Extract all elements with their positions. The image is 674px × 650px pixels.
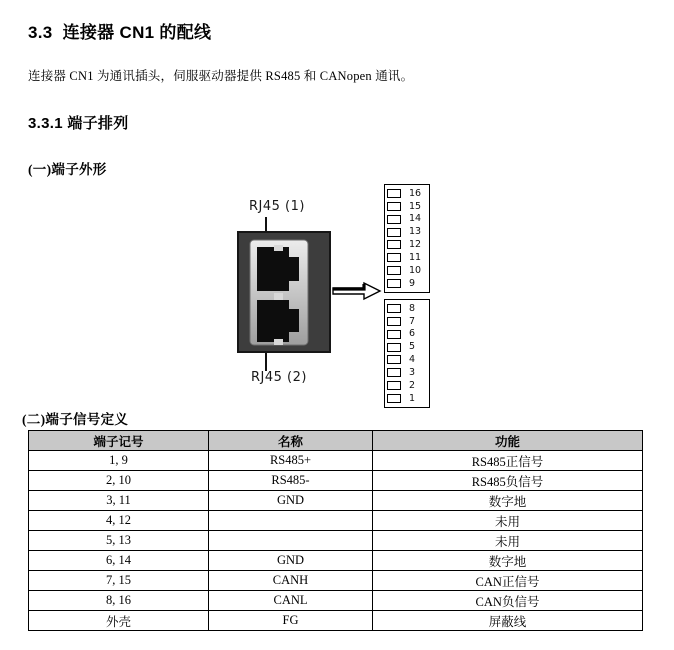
table-row (29, 471, 643, 491)
pin-number: 1 (409, 392, 416, 404)
pin-row (385, 251, 429, 264)
pin-number: 8 (409, 302, 416, 314)
pin-row (385, 328, 429, 341)
cell-name: GND (209, 491, 373, 511)
pin-box-icon (387, 215, 401, 224)
rj45-2-leader-line (265, 353, 267, 371)
pin-box-icon (387, 394, 401, 403)
cell-terminal: 5, 13 (29, 531, 209, 551)
cell-function: 未用 (373, 511, 643, 531)
pin-box-icon (387, 228, 401, 237)
pin-row (385, 264, 429, 277)
pin-number: 5 (409, 341, 416, 353)
section-title: 3.3 连接器 CN1 的配线 (28, 23, 212, 42)
rj45-connector-illustration (237, 231, 331, 353)
cell-terminal: 3, 11 (29, 491, 209, 511)
pin-box-icon (387, 343, 401, 352)
pin-box-icon (387, 317, 401, 326)
pin-row (385, 302, 429, 315)
pin-box-icon (387, 368, 401, 377)
pin-row (385, 366, 429, 379)
intro-paragraph: 连接器 CN1 为通讯插头，伺服驱动器提供 RS485 和 CANopen 通讯。 (28, 69, 414, 83)
cell-terminal: 6, 14 (29, 551, 209, 571)
cell-name (209, 531, 373, 551)
pin-box-icon (387, 381, 401, 390)
table-row (29, 451, 643, 471)
pin-box-icon (387, 253, 401, 262)
table-row (29, 611, 643, 631)
pin-number: 16 (409, 187, 422, 199)
cell-function: CAN负信号 (373, 591, 643, 611)
pin-number: 2 (409, 379, 416, 391)
cell-terminal: 2, 10 (29, 471, 209, 491)
pin-row (385, 341, 429, 354)
header-terminal-mark: 端子记号 (29, 431, 209, 451)
pin-box-icon (387, 240, 401, 249)
pin-row (385, 226, 429, 239)
cell-function: RS485负信号 (373, 471, 643, 491)
pin-row (385, 187, 429, 200)
pin-row (385, 379, 429, 392)
pin-row (385, 239, 429, 252)
cell-name: RS485- (209, 471, 373, 491)
cell-function: 未用 (373, 531, 643, 551)
pin-number: 4 (409, 354, 416, 366)
subsection-title: 3.3.1 端子排列 (28, 115, 129, 132)
pin-number: 6 (409, 328, 416, 340)
pin-row (385, 392, 429, 405)
signal-definition-label: (二)端子信号定义 (22, 412, 129, 427)
pin-row (385, 315, 429, 328)
cell-function: 数字地 (373, 551, 643, 571)
cell-function: 数字地 (373, 491, 643, 511)
terminal-shape-label: (一)端子外形 (28, 162, 107, 177)
pin-number: 11 (409, 252, 422, 264)
cell-name: RS485+ (209, 451, 373, 471)
pin-box-icon (387, 279, 401, 288)
pin-box-icon (387, 189, 401, 198)
header-function: 功能 (373, 431, 643, 451)
cell-terminal: 1, 9 (29, 451, 209, 471)
right-block-arrow-icon (331, 280, 383, 302)
pin-row (385, 200, 429, 213)
pin-row (385, 213, 429, 226)
cell-function: 屏蔽线 (373, 611, 643, 631)
pin-box-icon (387, 304, 401, 313)
cell-terminal: 4, 12 (29, 511, 209, 531)
pin-box-icon (387, 202, 401, 211)
cell-function: RS485正信号 (373, 451, 643, 471)
pin-box-icon (387, 355, 401, 364)
cell-function: CAN正信号 (373, 571, 643, 591)
cell-terminal: 8, 16 (29, 591, 209, 611)
cell-terminal: 外壳 (29, 611, 209, 631)
cell-name: CANL (209, 591, 373, 611)
pin-number: 14 (409, 213, 422, 225)
table-row (29, 551, 643, 571)
pin-number: 12 (409, 239, 422, 251)
table-row (29, 571, 643, 591)
signal-definition-table (28, 430, 643, 631)
table-header-row (29, 431, 643, 451)
cell-name: FG (209, 611, 373, 631)
pin-number: 9 (409, 277, 416, 289)
pin-number: 13 (409, 226, 422, 238)
pin-row (385, 277, 429, 290)
table-row (29, 531, 643, 551)
table-row (29, 511, 643, 531)
pin-number: 7 (409, 315, 416, 327)
pin-number: 15 (409, 200, 422, 212)
pin-block-1-8 (384, 299, 430, 408)
cell-terminal: 7, 15 (29, 571, 209, 591)
pin-block-9-16 (384, 184, 430, 293)
rj45-2-label: RJ45 (2) (251, 370, 307, 385)
header-name: 名称 (209, 431, 373, 451)
pin-number: 3 (409, 367, 416, 379)
table-row (29, 491, 643, 511)
cell-name (209, 511, 373, 531)
cell-name: GND (209, 551, 373, 571)
pin-number: 10 (409, 264, 422, 276)
pin-row (385, 354, 429, 367)
table-row (29, 591, 643, 611)
pin-box-icon (387, 266, 401, 275)
cell-name: CANH (209, 571, 373, 591)
pin-box-icon (387, 330, 401, 339)
rj45-1-label: RJ45 (1) (249, 199, 305, 214)
